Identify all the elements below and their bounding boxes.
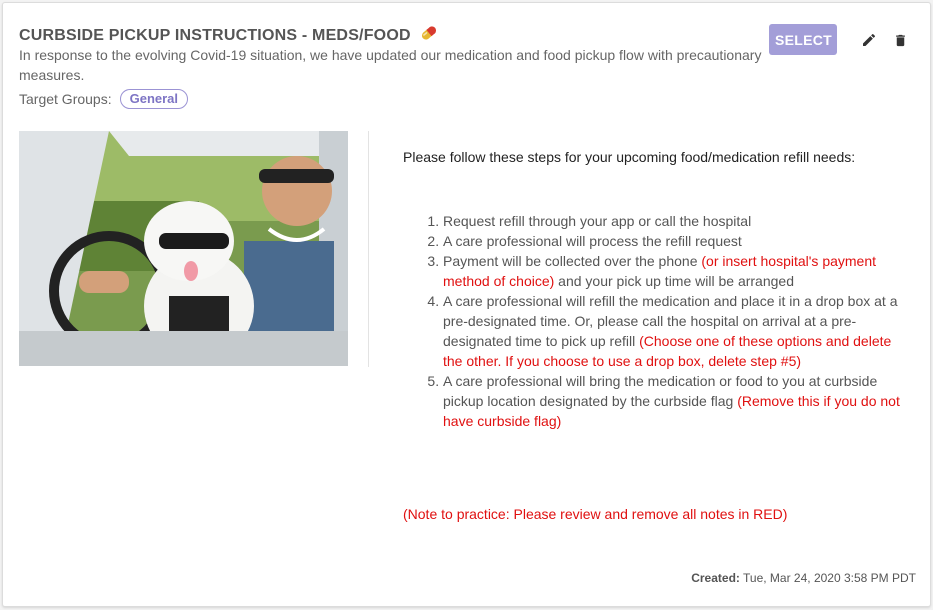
target-groups-label: Target Groups:: [19, 91, 112, 107]
select-button[interactable]: SELECT: [769, 24, 837, 55]
red-note: (or insert hospital's payment method of choice): [443, 253, 877, 289]
list-item: 2. A care professional will process the refill request: [443, 231, 908, 251]
red-note: (Remove this if you do not have curbside flag): [443, 393, 900, 429]
steps-list: [403, 211, 908, 431]
delete-icon: [893, 33, 908, 48]
card-description: In response to the evolving Covid-19 situation, we have updated our medication and food pickup flow with precautionary measures.: [19, 47, 762, 83]
target-group-chip: General: [120, 89, 188, 109]
target-groups: [19, 89, 188, 109]
vertical-divider: [368, 131, 369, 367]
list-item: 1. Request refill through your app or call the hospital: [443, 211, 908, 231]
red-note: (Choose one of these options and delete the other. If you choose to use a drop box, delete step #5): [443, 333, 892, 369]
list-item: 4. A care professional will refill the medication and place it in a drop box at a pre-designated time. Or, please call the hospital on arrival at a pre-designated time to pick up refill (Choose one of these options and delete the other. If you choose to use a drop box, delete step #5): [443, 291, 908, 371]
list-item: 5. A care professional will bring the medication or food to you at curbside pickup location designated by the curbside flag (Remove this if you do not have curbside flag): [443, 371, 908, 431]
pickup-instructions-card: [2, 2, 931, 607]
created-timestamp: [691, 571, 916, 585]
created-label: Created:: [691, 571, 740, 585]
instructions-intro: Please follow these steps for your upcoming food/medication refill needs:: [403, 149, 856, 165]
delete-button[interactable]: [890, 30, 910, 50]
created-value: Tue, Mar 24, 2020 3:58 PM PDT: [743, 571, 916, 585]
card-title-text: CURBSIDE PICKUP INSTRUCTIONS - MEDS/FOOD: [19, 27, 411, 44]
edit-button[interactable]: [859, 30, 879, 50]
dog-in-car-photo: [19, 131, 348, 366]
practice-note: (Note to practice: Please review and remove all notes in RED): [403, 506, 788, 522]
list-item: 3. Payment will be collected over the phone (or insert hospital's payment method of choice) and your pick up time will be arranged: [443, 251, 908, 291]
edit-icon: [861, 32, 877, 48]
